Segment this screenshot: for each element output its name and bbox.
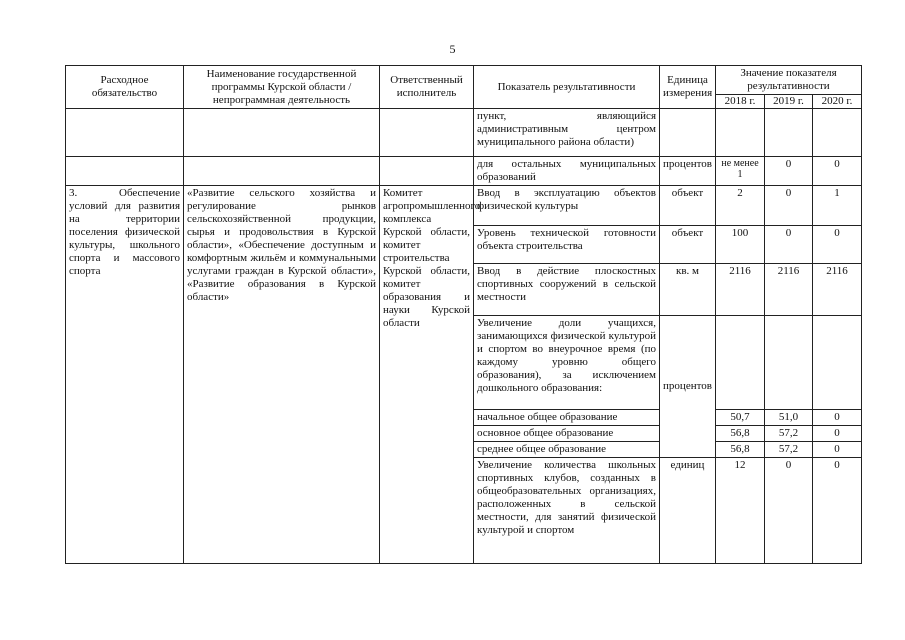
unit-cell: процентов	[660, 316, 716, 458]
indicator-cell: основное общее образование	[474, 426, 660, 442]
indicator-cell: Увеличение количества школьных спортивных клубов, созданных в общеобразовательных организациях, расположенных в сельской местности, для занятий физической культурой и спортом	[474, 458, 660, 564]
value-2018-cell: 12	[716, 458, 765, 564]
unit-cell	[660, 109, 716, 157]
unit-cell: единиц	[660, 458, 716, 564]
value-2020-cell: 0	[813, 426, 862, 442]
value-2018-cell: 100	[716, 226, 765, 264]
value-2019-cell	[765, 109, 813, 157]
value-2019-cell: 0	[765, 186, 813, 226]
value-2019-cell: 0	[765, 157, 813, 186]
value-2018-cell: 50,7	[716, 410, 765, 426]
indicator-cell: Уровень технической готовности объекта строительства	[474, 226, 660, 264]
executor-cell: Комитет агропромышленного комплекса Курской области, комитет строительства Курской области, комитет образования и науки Курской области	[380, 186, 474, 564]
indicator-cell: пункт, являющийся административным центром муниципального района области)	[474, 109, 660, 157]
value-2019-cell: 0	[765, 458, 813, 564]
value-2020-cell: 0	[813, 157, 862, 186]
indicator-cell: среднее общее образование	[474, 442, 660, 458]
value-2020-cell	[813, 316, 862, 410]
header-year-2020: 2020 г.	[813, 95, 862, 109]
obligation-cell-empty	[66, 157, 184, 186]
header-unit: Единица измерения	[660, 66, 716, 109]
obligation-cell: 3. Обеспечение условий для развития на территории поселения физической культуры, школьного спорта и массового спорта	[66, 186, 184, 564]
header-program: Наименование государственной программы Курской области / непрограммная деятельность	[184, 66, 380, 109]
indicator-table	[65, 65, 862, 564]
value-2018-cell	[716, 316, 765, 410]
value-2020-cell: 2116	[813, 264, 862, 316]
indicator-cell: Ввод в действие плоскостных спортивных сооружений в сельской местности	[474, 264, 660, 316]
header-executor: Ответственный исполнитель	[380, 66, 474, 109]
value-2018-cell: 56,8	[716, 442, 765, 458]
value-2018-cell: 2	[716, 186, 765, 226]
value-2019-cell: 57,2	[765, 442, 813, 458]
value-2019-cell	[765, 316, 813, 410]
header-year-2018: 2018 г.	[716, 95, 765, 109]
unit-cell: процентов	[660, 157, 716, 186]
page-number: 5	[449, 42, 456, 56]
value-2020-cell: 1	[813, 186, 862, 226]
header-obligation: Расходное обязательство	[66, 66, 184, 109]
value-2019-cell: 2116	[765, 264, 813, 316]
value-2019-cell: 57,2	[765, 426, 813, 442]
value-2020-cell	[813, 109, 862, 157]
header-value: Значение показателя результативности	[716, 66, 862, 95]
table-row	[66, 157, 862, 186]
indicator-cell: для остальных муниципальных образований	[474, 157, 660, 186]
value-2018-cell: 56,8	[716, 426, 765, 442]
value-2020-cell: 0	[813, 458, 862, 564]
value-2020-cell: 0	[813, 226, 862, 264]
indicator-cell: Увеличение доли учащихся, занимающихся физической культурой и спортом во внеурочное время (по каждому уровню общего образования), за исключением дошкольного образования:	[474, 316, 660, 410]
program-cell: «Развитие сельского хозяйства и регулирование рынков сельскохозяйственной продукции, сырья и продовольствия в Курской области», «Обеспечение доступным и комфортным жильём и коммунальными услугами граждан в Курской области», «Развитие образования в Курской области»	[184, 186, 380, 564]
program-cell-empty	[184, 109, 380, 157]
value-2019-cell: 0	[765, 226, 813, 264]
value-2018-cell: не менее 1	[716, 157, 765, 186]
executor-cell-empty	[380, 109, 474, 157]
value-2018-cell	[716, 109, 765, 157]
unit-cell: объект	[660, 186, 716, 226]
table-row	[66, 186, 862, 226]
value-2020-cell: 0	[813, 442, 862, 458]
indicator-cell: Ввод в эксплуатацию объектов физической культуры	[474, 186, 660, 226]
obligation-cell-empty	[66, 109, 184, 157]
value-2019-cell: 51,0	[765, 410, 813, 426]
table-row	[66, 109, 862, 157]
indicator-cell: начальное общее образование	[474, 410, 660, 426]
unit-cell: кв. м	[660, 264, 716, 316]
header-year-2019: 2019 г.	[765, 95, 813, 109]
value-2018-cell: 2116	[716, 264, 765, 316]
program-cell-empty	[184, 157, 380, 186]
header-indicator: Показатель результативности	[474, 66, 660, 109]
executor-cell-empty	[380, 157, 474, 186]
unit-cell: объект	[660, 226, 716, 264]
value-2020-cell: 0	[813, 410, 862, 426]
